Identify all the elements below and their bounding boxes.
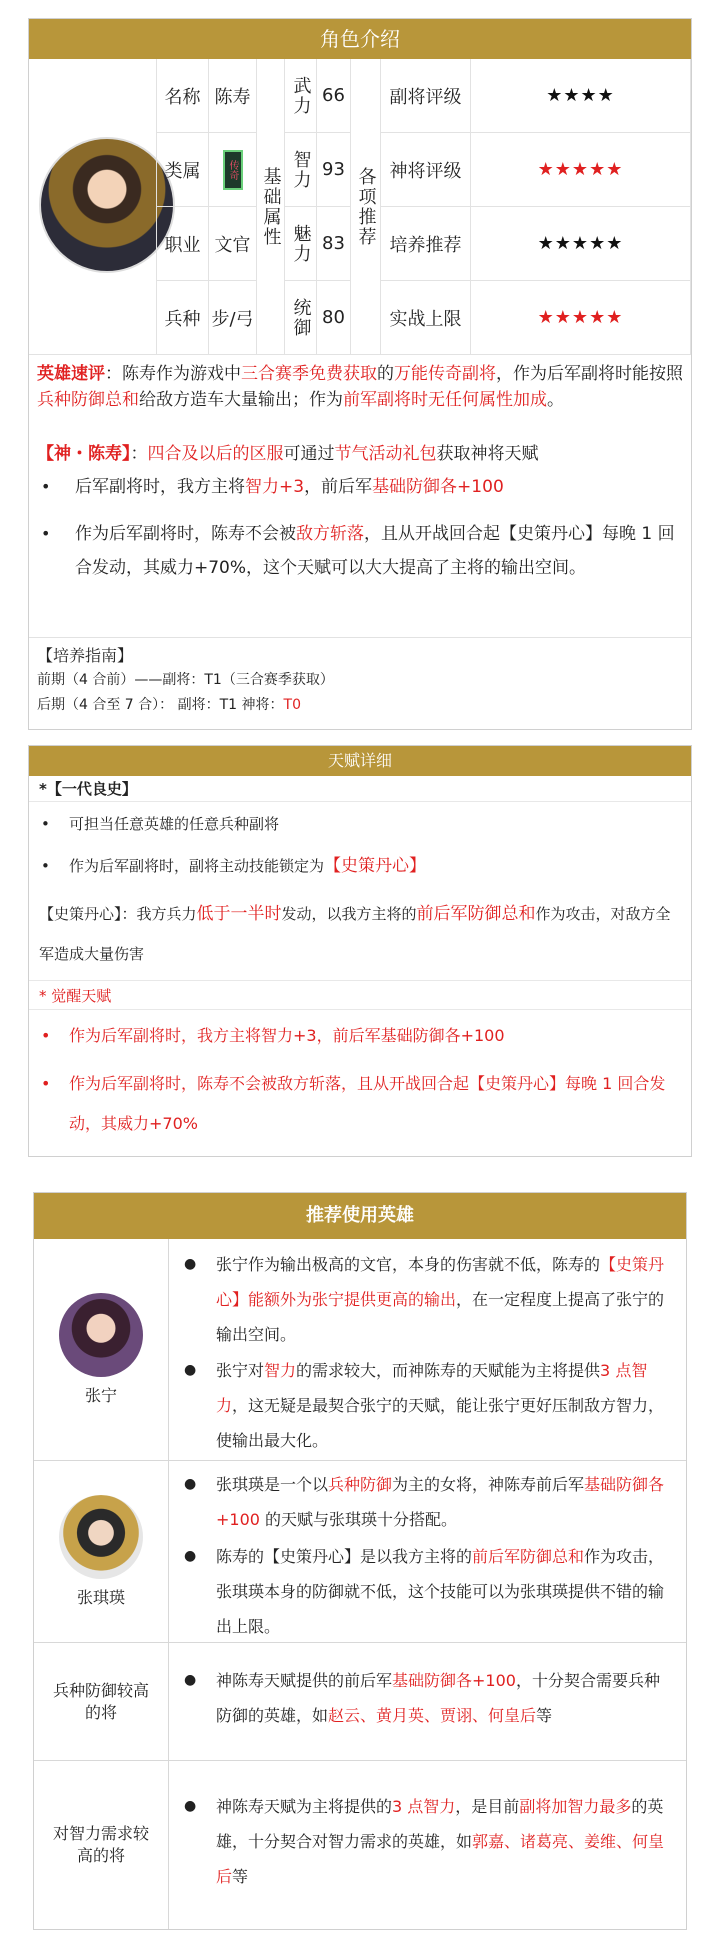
hero-cell xyxy=(34,1461,169,1642)
god-rating-stars: ★★★★★ xyxy=(471,133,691,207)
value-command: 80 xyxy=(317,281,351,355)
label-command: 统御 xyxy=(285,281,317,355)
label-god-rating: 神将评级 xyxy=(381,133,471,207)
deputy-rating-stars: ★★★★ xyxy=(471,59,691,133)
hero-cell xyxy=(34,1643,169,1760)
guide-title: 【培养指南】 xyxy=(37,646,134,665)
hero-avatar xyxy=(59,1293,143,1377)
talent-bullet-1: • 后军副将时，我方主将智力+3，前后军基础防御各+100 xyxy=(37,471,687,503)
label-name: 名称 xyxy=(157,59,209,133)
value-troop: 步/弓 xyxy=(209,281,257,355)
hero-bullet: ● 张琪瑛是一个以兵种防御为主的女将，神陈寿前后军基础防御各+100 的天赋与张琪瑛十分搭配。 xyxy=(184,1467,674,1537)
recommend-label: 各项推荐 xyxy=(351,59,381,355)
hero-bullet: ● 神陈寿天赋为主将提供的3 点智力，是目前副将加智力最多的英雄，十分契合对智力需求的英雄，如郭嘉、诸葛亮、姜维、何皇后等 xyxy=(184,1789,674,1894)
hero-bullet: ● 神陈寿天赋提供的前后军基础防御各+100，十分契合需要兵种防御的英雄，如赵云、黄月英、贾诩、何皇后等 xyxy=(184,1663,674,1733)
avatar-cell xyxy=(29,59,157,355)
skill-description: 【史策丹心】：我方兵力低于一半时发动，以我方主将的前后军防御总和作为攻击，对敌方全军造成大量伤害 xyxy=(39,904,671,963)
hero-avatar xyxy=(59,1495,143,1579)
hero-bullet: ● 陈寿的【史策丹心】是以我方主将的前后军防御总和作为攻击，张琪瑛本身的防御就不低，这个技能可以为张琪瑛提供不错的输出上限。 xyxy=(184,1539,674,1644)
hero-name: 对智力需求较高的将 xyxy=(52,1824,149,1865)
value-force: 66 xyxy=(317,59,351,133)
value-name: 陈寿 xyxy=(209,59,257,133)
detail-bullet-1: • 可担当任意英雄的任意兵种副将 xyxy=(39,808,679,840)
train-rec-stars: ★★★★★ xyxy=(471,207,691,281)
awaken-title: * 觉醒天赋 xyxy=(29,980,691,1010)
god-note: 【神・陈寿】：四合及以后的区服可通过节气活动礼包获取神将天赋 xyxy=(37,444,539,464)
talent-bullet-2: • 作为后军副将时，陈寿不会被敌方斩落，且从开战回合起【史策丹心】每晚 1 回合发动，其威力+70%，这个天赋可以大大提高了主将的输出空间。 xyxy=(37,517,687,585)
recommend-heroes-panel xyxy=(33,1192,687,1930)
hero-row-defense xyxy=(34,1643,686,1761)
label-train-rec: 培养推荐 xyxy=(381,207,471,281)
hero-name: 张琪瑛 xyxy=(76,1587,125,1607)
basic-attr-label: 基础属性 xyxy=(257,59,285,355)
section-title: 推荐使用英雄 xyxy=(34,1193,686,1239)
talent-detail-panel xyxy=(28,745,692,1157)
label-category: 类属 xyxy=(157,133,209,207)
label-charm: 魅力 xyxy=(285,207,317,281)
label-force: 武力 xyxy=(285,59,317,133)
label-job: 职业 xyxy=(157,207,209,281)
character-intro-panel xyxy=(28,18,692,730)
section-title: 天赋详细 xyxy=(29,746,691,776)
label-intelligence: 智力 xyxy=(285,133,317,207)
label-troop: 兵种 xyxy=(157,281,209,355)
guide-early: 前期（4 合前）——副将：T1（三合赛季获取） xyxy=(37,672,334,688)
attribute-table xyxy=(29,59,691,355)
hero-row-intelligence xyxy=(34,1761,686,1929)
actual-limit-stars: ★★★★★ xyxy=(471,281,691,355)
hero-review: 英雄速评：陈寿作为游戏中三合赛季免费获取的万能传奇副将，作为后军副将时能按照兵种防御总和给敌方造车大量输出；作为前军副将时无任何属性加成。 xyxy=(37,364,683,410)
detail-bullet-2: • 作为后军副将时，副将主动技能锁定为【史策丹心】 xyxy=(39,846,679,886)
section-title: 角色介绍 xyxy=(29,19,691,59)
hero-bullet: ● 张宁对智力的需求较大，而神陈寿的天赋能为主将提供3 点智力，这无疑是最契合张宁的天赋，能让张宁更好压制敌方智力，使输出最大化。 xyxy=(184,1353,674,1458)
legend-tag-icon: 传奇 xyxy=(223,150,243,190)
divider xyxy=(29,637,691,638)
label-deputy-rating: 副将评级 xyxy=(381,59,471,133)
awaken-bullet-2: • 作为后军副将时，陈寿不会被敌方斩落，且从开战回合起【史策丹心】每晚 1 回合发动，其威力+70% xyxy=(39,1064,679,1144)
value-job: 文官 xyxy=(209,207,257,281)
value-charm: 83 xyxy=(317,207,351,281)
hero-row-zhangning xyxy=(34,1239,686,1461)
value-intelligence: 93 xyxy=(317,133,351,207)
hero-bullet: ● 张宁作为输出极高的文官，本身的伤害就不低，陈寿的【史策丹心】能额外为张宁提供更高的输出，在一定程度上提高了张宁的输出空间。 xyxy=(184,1247,674,1352)
talent-name: *【一代良史】 xyxy=(29,776,691,802)
hero-name: 兵种防御较高的将 xyxy=(52,1680,149,1722)
label-actual-limit: 实战上限 xyxy=(381,281,471,355)
awaken-bullet-1: • 作为后军副将时，我方主将智力+3，前后军基础防御各+100 xyxy=(39,1016,679,1056)
hero-cell xyxy=(34,1239,169,1460)
value-category xyxy=(209,133,257,207)
hero-cell xyxy=(34,1761,169,1929)
hero-name: 张宁 xyxy=(84,1385,117,1405)
hero-row-zhangqiying xyxy=(34,1461,686,1643)
guide-late: 后期（4 合至 7 合）： 副将：T1 神将：T0 xyxy=(37,697,301,713)
